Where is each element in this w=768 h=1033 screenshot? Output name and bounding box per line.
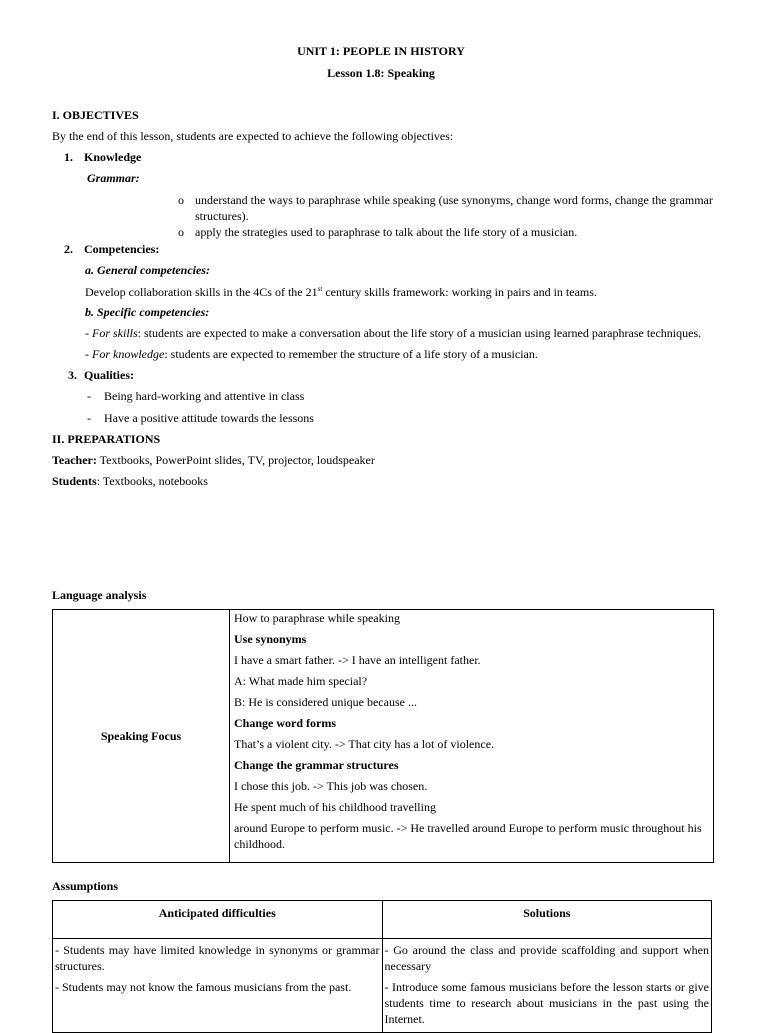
solution-item: - Go around the class and provide scaffolding and support when necessary	[384, 943, 709, 973]
analysis-row: He spent much of his childhood travelling	[234, 800, 436, 814]
grammar-label: Grammar:	[87, 171, 140, 185]
analysis-row: How to paraphrase while speaking	[234, 611, 400, 625]
language-analysis-table	[52, 609, 714, 863]
bullet-circle-icon: o	[178, 193, 184, 207]
competencies-label: Competencies:	[84, 242, 160, 256]
analysis-row: around Europe to perform music. -> He travelled around Europe to perform music throughout his childhood.	[234, 821, 702, 851]
qualities-label: Qualities:	[84, 368, 134, 382]
assumptions-heading: Assumptions	[52, 879, 119, 893]
solutions-cell	[382, 939, 712, 1033]
difficulty-item: - Students may not know the famous musicians from the past.	[55, 980, 352, 994]
language-analysis-content	[230, 610, 714, 863]
analysis-row: I chose this job. -> This job was chosen.	[234, 779, 428, 793]
language-analysis-heading: Language analysis	[52, 588, 147, 602]
unit-title: UNIT 1: PEOPLE IN HISTORY	[297, 44, 465, 58]
difficulties-header: Anticipated difficulties	[53, 901, 383, 939]
grammar-item-1: understand the ways to paraphrase while speaking (use synonyms, change word forms, change the grammar structures).	[195, 193, 713, 223]
lesson-title: Lesson 1.8: Speaking	[327, 66, 435, 80]
solution-item: - Introduce some famous musicians before the lesson starts or give students time to research about musicians in the past using the Internet.	[384, 980, 709, 1026]
difficulties-cell	[53, 939, 383, 1033]
quality-item-2: Have a positive attitude towards the lessons	[104, 411, 314, 425]
objectives-heading: I. OBJECTIVES	[52, 108, 139, 122]
grammar-item-2: apply the strategies used to paraphrase to talk about the life story of a musician.	[195, 225, 578, 239]
teacher-line: Teacher: Textbooks, PowerPoint slides, TV, projector, loudspeaker	[52, 453, 375, 467]
competencies-number: 2.	[64, 242, 73, 256]
difficulty-item: - Students may have limited knowledge in synonyms or grammar structures.	[55, 943, 380, 973]
specific-competencies-label: b. Specific competencies:	[85, 305, 210, 319]
qualities-number: 3.	[68, 368, 77, 382]
speaking-focus-cell: Speaking Focus	[53, 610, 230, 863]
analysis-subheading: Change the grammar structures	[234, 758, 399, 772]
knowledge-number: 1.	[64, 150, 73, 164]
analysis-subheading: Use synonyms	[234, 632, 307, 646]
assumptions-table	[52, 900, 712, 1033]
analysis-subheading: Change word forms	[234, 716, 336, 730]
analysis-row: I have a smart father. -> I have an intelligent father.	[234, 653, 481, 667]
dash-bullet: -	[87, 389, 91, 403]
knowledge-label: Knowledge	[84, 150, 142, 164]
preparations-heading: II. PREPARATIONS	[52, 432, 161, 446]
students-line: Students: Textbooks, notebooks	[52, 474, 208, 488]
knowledge-text: - For knowledge: students are expected to remember the structure of a life story of a musician.	[85, 347, 538, 361]
analysis-row: A: What made him special?	[234, 674, 368, 688]
skills-text: - For skills: students are expected to make a conversation about the life story of a musician using learned paraphrase techniques.	[85, 326, 702, 340]
bullet-circle-icon: o	[178, 225, 184, 239]
general-competencies-label: a. General competencies:	[85, 263, 210, 277]
solutions-header: Solutions	[382, 901, 712, 939]
analysis-row: B: He is considered unique because ...	[234, 695, 417, 709]
objectives-intro: By the end of this lesson, students are expected to achieve the following objectives:	[52, 129, 454, 143]
quality-item-1: Being hard-working and attentive in class	[104, 389, 305, 403]
dash-bullet: -	[87, 411, 91, 425]
analysis-row: That’s a violent city. -> That city has a lot of violence.	[234, 737, 495, 751]
general-competencies-text: Develop collaboration skills in the 4Cs of the 21st century skills framework: working in pairs and in teams.	[85, 285, 597, 299]
